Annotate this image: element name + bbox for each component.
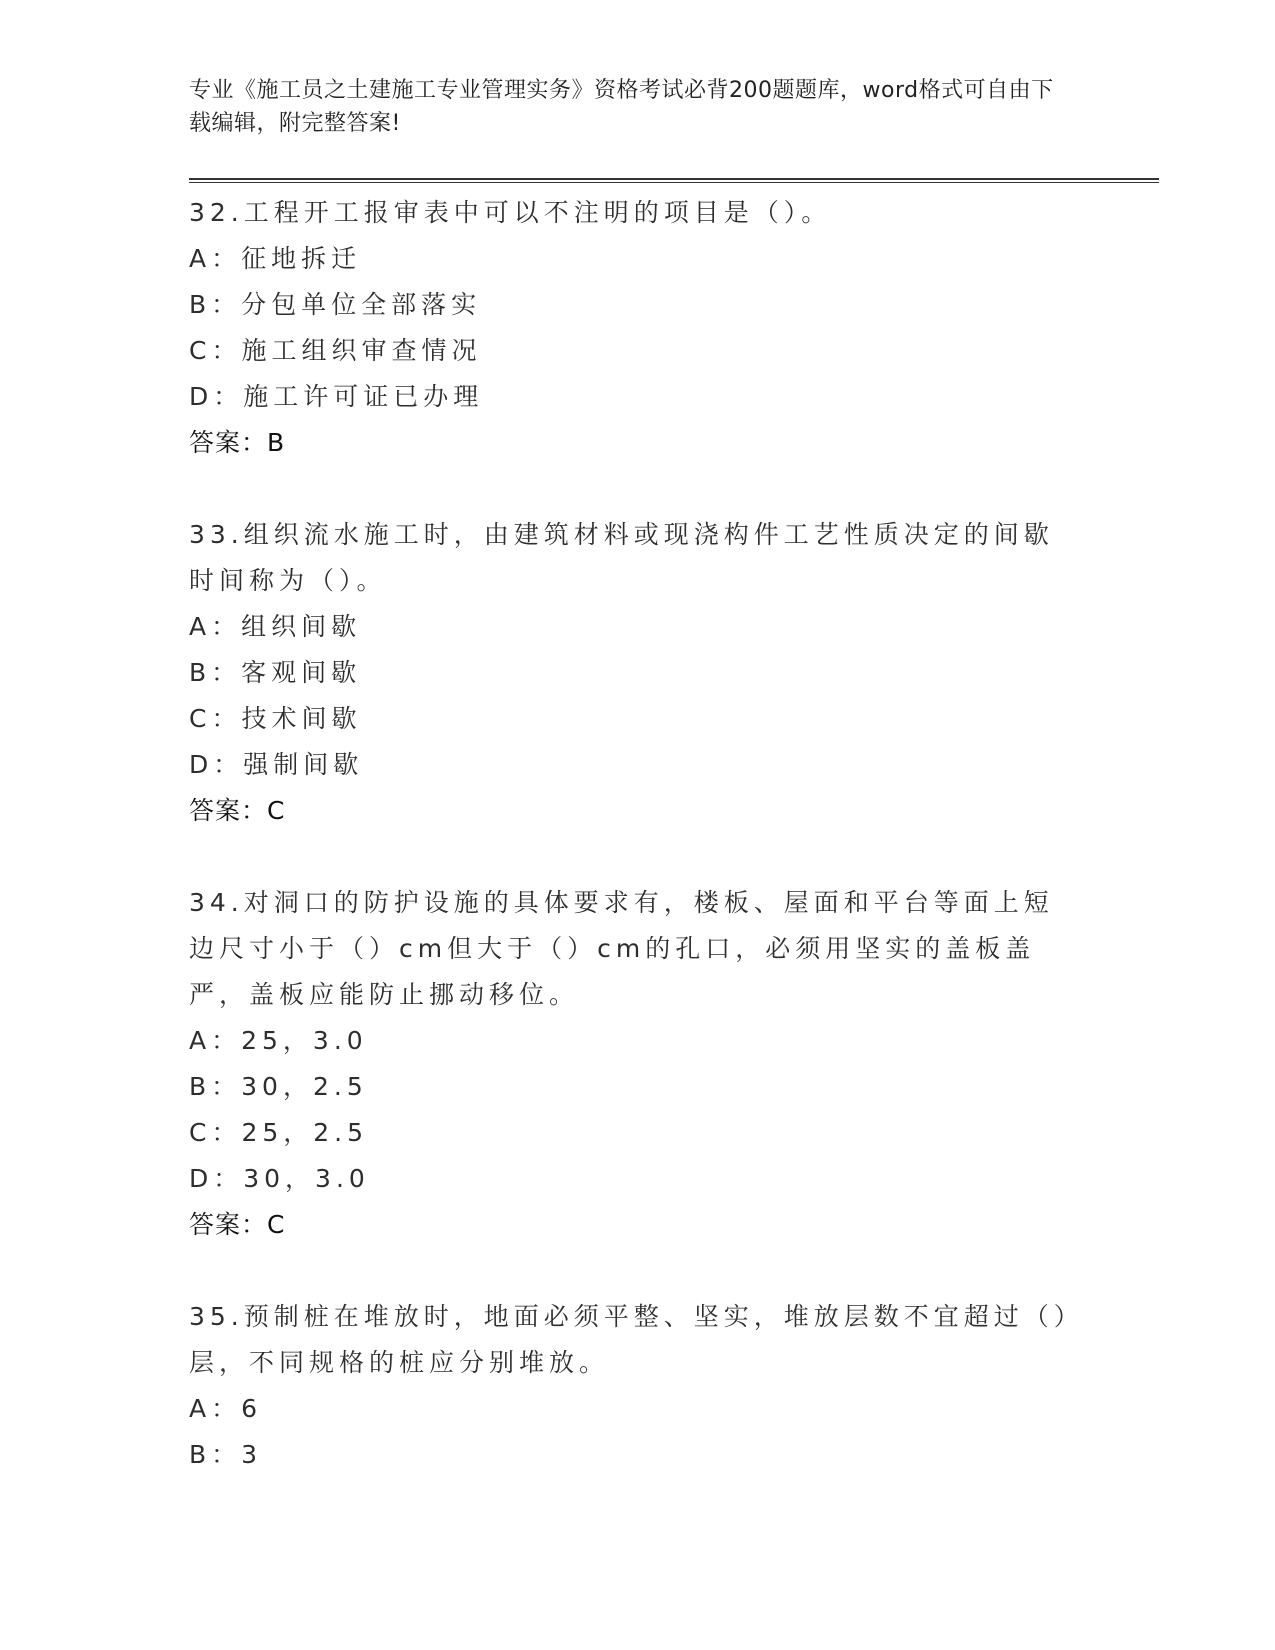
document-header-title: 专业《施工员之土建施工专业管理实务》资格考试必背200题题库，word格式可自由下载编辑，附完整答案! (189, 78, 1054, 136)
option-b: B：客观间歇 (189, 658, 362, 687)
option-a: A：6 (189, 1394, 263, 1423)
question-stem: 35.预制桩在堆放时，地面必须平整、坚实，堆放层数不宜超过（）层，不同规格的桩应分别堆放。 (189, 1302, 1072, 1377)
option-c: C：25，2.5 (189, 1118, 369, 1147)
question-spacer (189, 834, 1079, 880)
option-b: B：30，2.5 (189, 1072, 368, 1101)
option-a: A：征地拆迁 (189, 244, 362, 273)
option-c: C：技术间歇 (189, 704, 362, 733)
question-33 (189, 512, 1079, 834)
question-spacer (189, 466, 1079, 512)
answer-line: 答案：B (189, 428, 286, 457)
question-35 (189, 1294, 1079, 1478)
question-stem: 33.组织流水施工时，由建筑材料或现浇构件工艺性质决定的间歇时间称为（）。 (189, 520, 1054, 595)
question-stem: 32.工程开工报审表中可以不注明的项目是（）。 (189, 198, 832, 227)
option-d: D：施工许可证已办理 (189, 382, 484, 411)
question-stem: 34.对洞口的防护设施的具体要求有，楼板、屋面和平台等面上短边尺寸小于（）cm但大于（）cm的孔口，必须用坚实的盖板盖严，盖板应能防止挪动移位。 (189, 888, 1054, 1009)
question-list (189, 190, 1079, 1478)
option-d: D：30，3.0 (189, 1164, 370, 1193)
option-a: A：25，3.0 (189, 1026, 368, 1055)
option-a: A：组织间歇 (189, 612, 362, 641)
question-34 (189, 880, 1079, 1248)
answer-line: 答案：C (189, 796, 286, 825)
option-b: B：分包单位全部落实 (189, 290, 482, 319)
question-32 (189, 190, 1079, 466)
question-spacer (189, 1248, 1079, 1294)
option-b: B：3 (189, 1440, 263, 1469)
header-divider (189, 178, 1159, 183)
option-c: C：施工组织审查情况 (189, 336, 482, 365)
option-d: D：强制间歇 (189, 750, 364, 779)
answer-line: 答案：C (189, 1210, 286, 1239)
